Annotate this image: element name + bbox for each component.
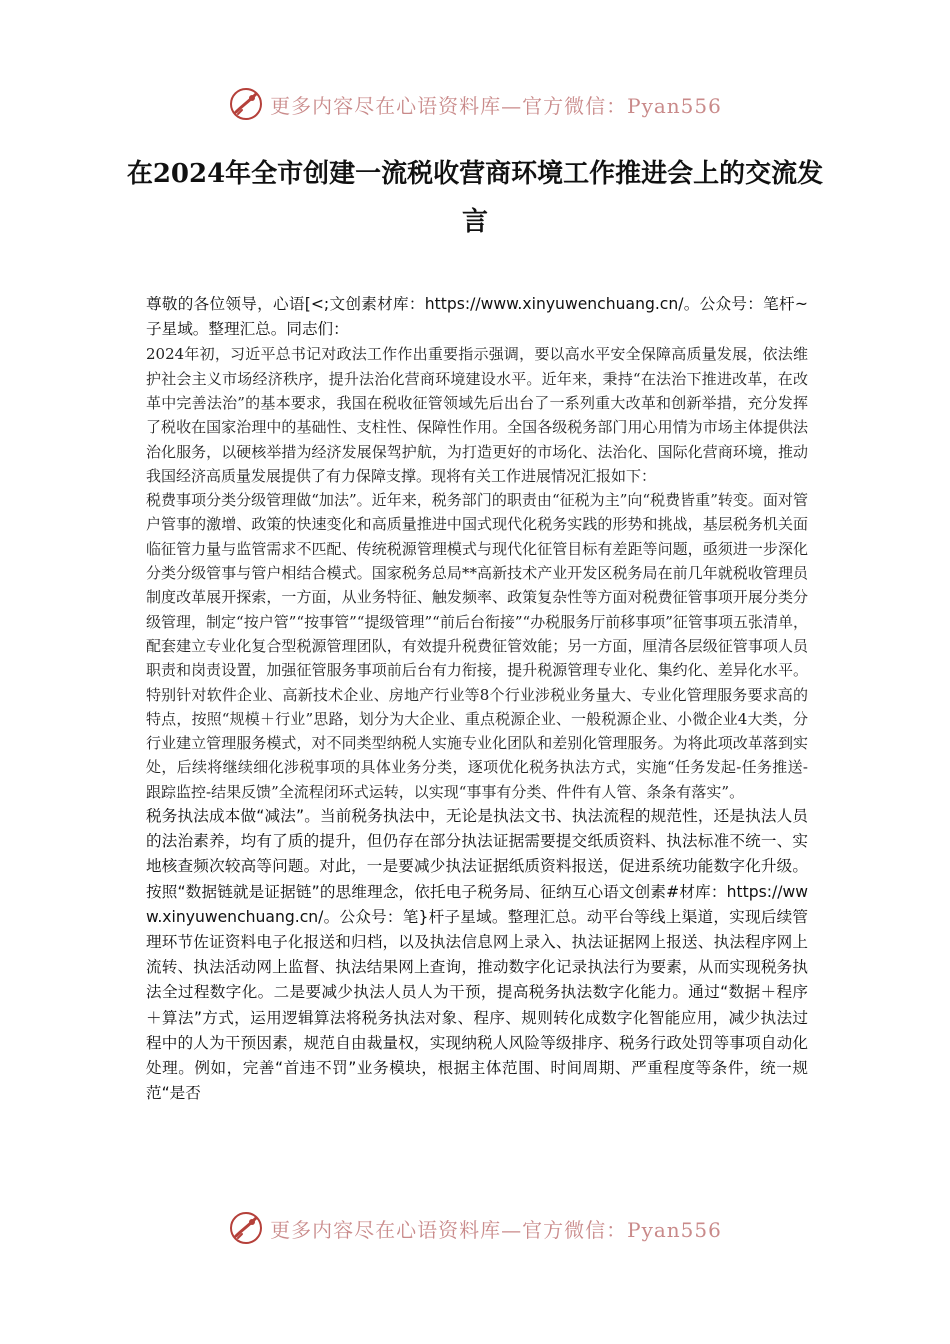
footer-banner [0, 1208, 950, 1248]
document-body [146, 292, 808, 1106]
document-title: 在2024年全市创建一流税收营商环境工作推进会上的交流发言 [126, 159, 824, 237]
section-paragraph-subtraction: 税务执法成本做“减法”。当前税务执法中，无论是执法文书、执法流程的规范性，还是执法人员的法治素养，均有了质的提升，但仍存在部分执法证据需要提交纸质资料、执法标准不统一、实地核查频次较高等问题。对此，一是要减少执法证据纸质资料报送，促进系统功能数字化升级。按照“数据链就是证据链”的思维理念，依托电子税务局、征纳互心语文创素#材库：https://www.xinyuwenchuang.cn/。公众号：笔}杆子星域。整理汇总。动平台等线上渠道，实现后续管理环节佐证资料电子化报送和归档，以及执法信息网上录入、执法证据网上报送、执法程序网上流转、执法活动网上监督、执法结果网上查询，推动数字化记录执法行为要素，从而实现税务执法全过程数字化。二是要减少执法人员人为干预，提高税务执法数字化能力。通过“数据＋程序＋算法”方式，运用逻辑算法将税务执法对象、程序、规则转化成数字化智能应用，减少执法过程中的人为干预因素，规范自由裁量权，实现纳税人风险等级排序、税务行政处罚等事项自动化处理。例如，完善“首违不罚”业务模块，根据主体范围、时间周期、严重程度等条件，统一规范“是否 [146, 807, 808, 1103]
pen-logo-icon [228, 86, 264, 122]
header-banner [0, 84, 950, 124]
intro-paragraph: 2024年初，习近平总书记对政法工作作出重要指示强调，要以高水平安全保障高质量发展，依法维护社会主义市场经济秩序，提升法治化营商环境建设水平。近年来，秉持“在法治下推进改革，在改革中完善法治”的基本要求，我国在税收征管领域先后出台了一系列重大改革和创新举措，充分发挥了税收在国家治理中的基础性、支柱性、保障性作用。全国各级税务部门用心用情为市场主体提供法治化服务，以硬核举措为经济发展保驾护航，为打造更好的市场化、法治化、国际化营商环境，推动我国经济高质量发展提供了有力保障支撑。现将有关工作进展情况汇报如下： [146, 345, 808, 485]
banner-text: 更多内容尽在心语资料库—官方微信：Pyan556 [270, 1217, 722, 1242]
section-paragraph-addition: 税费事项分类分级管理做“加法”。近年来，税务部门的职责由“征税为主”向“税费皆重”转变。面对管户管事的激增、政策的快速变化和高质量推进中国式现代化税务实践的形势和挑战，基层税务机关面临征管力量与监管需求不匹配、传统税源管理模式与现代化征管目标有差距等问题，亟须进一步深化分类分级管事与管户相结合模式。国家税务总局**高新技术产业开发区税务局在前几年就税收管理员制度改革展开探索，一方面，从业务特征、触发频率、政策复杂性等方面对税费征管事项开展分类分级管理，制定“按户管”“按事管”“提级管理”“前后台衔接”“办税服务厅前移事项”征管事项五张清单，配套建立专业化复合型税源管理团队，有效提升税费征管效能；另一方面，厘清各层级征管事项人员职责和岗责设置，加强征管服务事项前后台有力衔接，提升税源管理专业化、集约化、差异化水平。特别针对软件企业、高新技术企业、房地产行业等8个行业涉税业务量大、专业化管理服务要求高的特点，按照“规模＋行业”思路，划分为大企业、重点税源企业、一般税源企业、小微企业4大类，分行业建立管理服务模式，对不同类型纳税人实施专业化团队和差别化管理服务。为将此项改革落到实处，后续将继续细化涉税事项的具体业务分类，逐项优化税务执法方式，实施“任务发起-任务推送-跟踪监控-结果反馈”全流程闭环式运转，以实现“事事有分类、件件有人管、条条有落实”。 [146, 491, 808, 801]
pen-logo-icon [228, 1210, 264, 1246]
banner-text: 更多内容尽在心语资料库—官方微信：Pyan556 [270, 93, 722, 118]
salutation-paragraph: 尊敬的各位领导，心语[<;文创素材库：https://www.xinyuwenchuang.cn/。公众号：笔杆~子星域。整理汇总。同志们： [146, 295, 808, 339]
